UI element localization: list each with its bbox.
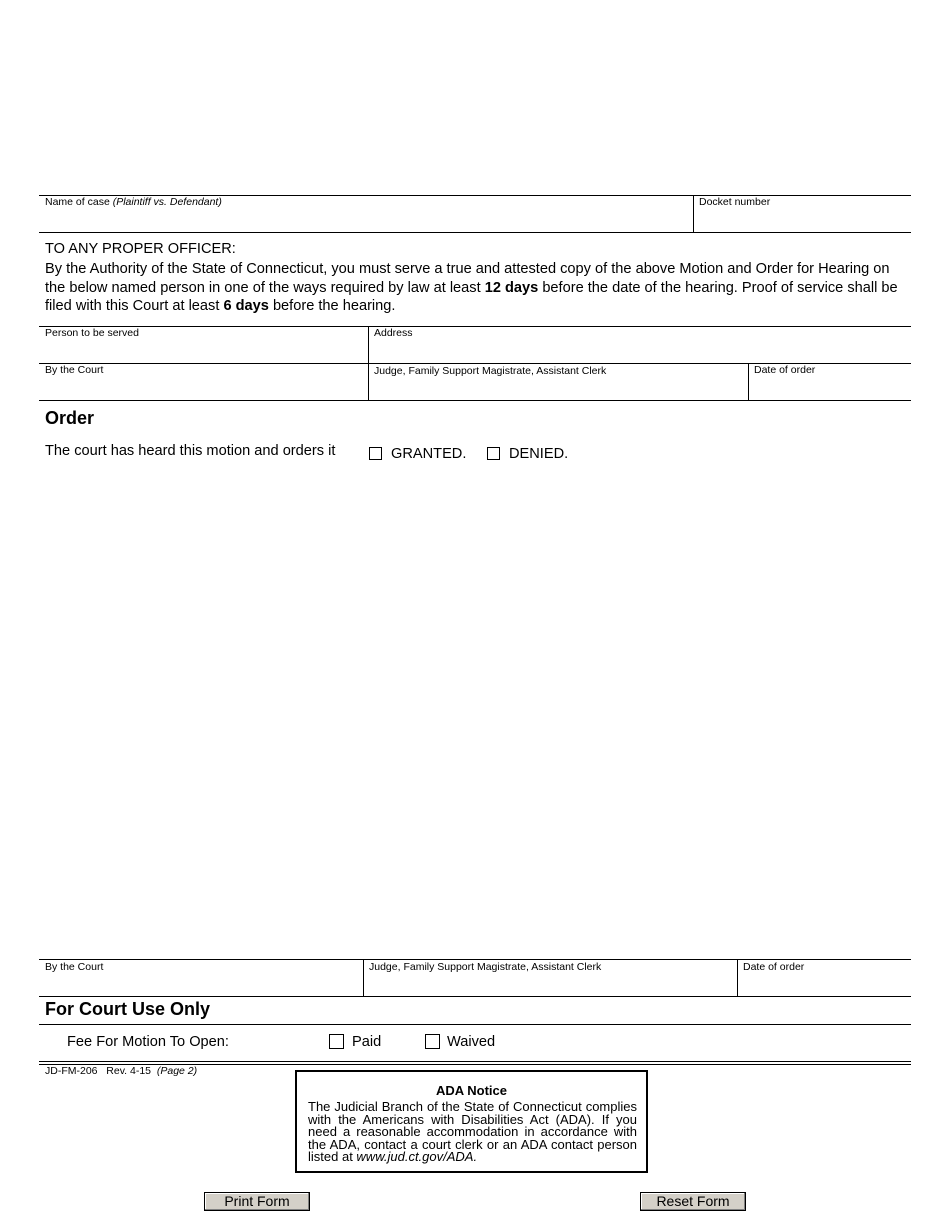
officer-notice-text: By the Authority of the State of Connecticut, you must serve a true and attested copy of the above Motion and Order for Hearing on the below named person in one of the ways required by law at least 12 days before the date of the hearing. Proof of service shall be filed with this Court at least 6 days before the hearing. [45, 261, 898, 314]
order-heading: Order [45, 408, 95, 428]
person-served-label: Person to be served [45, 327, 139, 339]
denied-checkbox[interactable] [487, 447, 500, 460]
address-input[interactable] [371, 341, 914, 361]
address-label: Address [374, 327, 413, 339]
service-bottom-rule [39, 400, 911, 401]
ada-url: www.jud.ct.gov/ADA. [356, 1149, 478, 1164]
sig-by-court-label: By the Court [45, 961, 104, 973]
reset-form-button[interactable]: Reset Form [640, 1192, 746, 1211]
granted-checkbox[interactable] [369, 447, 382, 460]
fee-label: Fee For Motion To Open: [67, 1034, 229, 1050]
footer-rule-1 [39, 1061, 911, 1062]
court-use-heading: For Court Use Only [45, 999, 211, 1019]
ada-title: ADA Notice [435, 1083, 508, 1098]
judge-input[interactable] [371, 378, 751, 398]
case-name-label: Name of case (Plaintiff vs. Defendant) [45, 196, 222, 208]
ada-text: The Judicial Branch of the State of Connecticut complies with the Americans with Disabilities Act (ADA). If you need a reasonable accommodation in accordance with the ADA, contact a court clerk or an ADA contact person listed at www.jud.ct.gov/ADA. [308, 1099, 637, 1164]
person-served-input[interactable] [42, 341, 370, 361]
paid-checkbox[interactable] [329, 1034, 344, 1049]
print-form-button[interactable]: Print Form [204, 1192, 310, 1211]
service-top-rule [39, 326, 911, 327]
sig-date-input[interactable] [740, 975, 914, 995]
date-of-order-label: Date of order [754, 364, 816, 376]
judge-label: Judge, Family Support Magistrate, Assistant Clerk [374, 365, 607, 377]
waived-checkbox[interactable] [425, 1034, 440, 1049]
waived-label: Waived [447, 1034, 496, 1050]
by-court-label: By the Court [45, 364, 104, 376]
order-text-area[interactable] [42, 470, 912, 950]
ada-notice-box [295, 1070, 648, 1173]
sig-judge-input[interactable] [366, 975, 739, 995]
by-court-input[interactable] [42, 378, 370, 398]
sig-judge-label: Judge, Family Support Magistrate, Assistant Clerk [369, 961, 602, 973]
case-bottom-rule [39, 232, 911, 233]
sig-date-label: Date of order [743, 961, 805, 973]
order-text: The court has heard this motion and orders it [45, 443, 336, 459]
denied-label: DENIED. [509, 446, 569, 462]
granted-label: GRANTED. [391, 446, 467, 462]
docket-number-label: Docket number [699, 196, 771, 208]
paid-label: Paid [352, 1034, 382, 1050]
signature-top-rule [39, 959, 911, 960]
signature-bottom-rule [39, 996, 911, 997]
form-id: JD-FM-206 Rev. 4-15 (Page 2) [45, 1065, 198, 1077]
date-of-order-input[interactable] [751, 378, 914, 398]
court-use-rule [39, 1024, 911, 1025]
docket-number-input[interactable] [696, 210, 914, 230]
sig-by-court-input[interactable] [42, 975, 365, 995]
officer-heading: TO ANY PROPER OFFICER: [45, 241, 236, 257]
case-name-input[interactable] [42, 210, 695, 230]
